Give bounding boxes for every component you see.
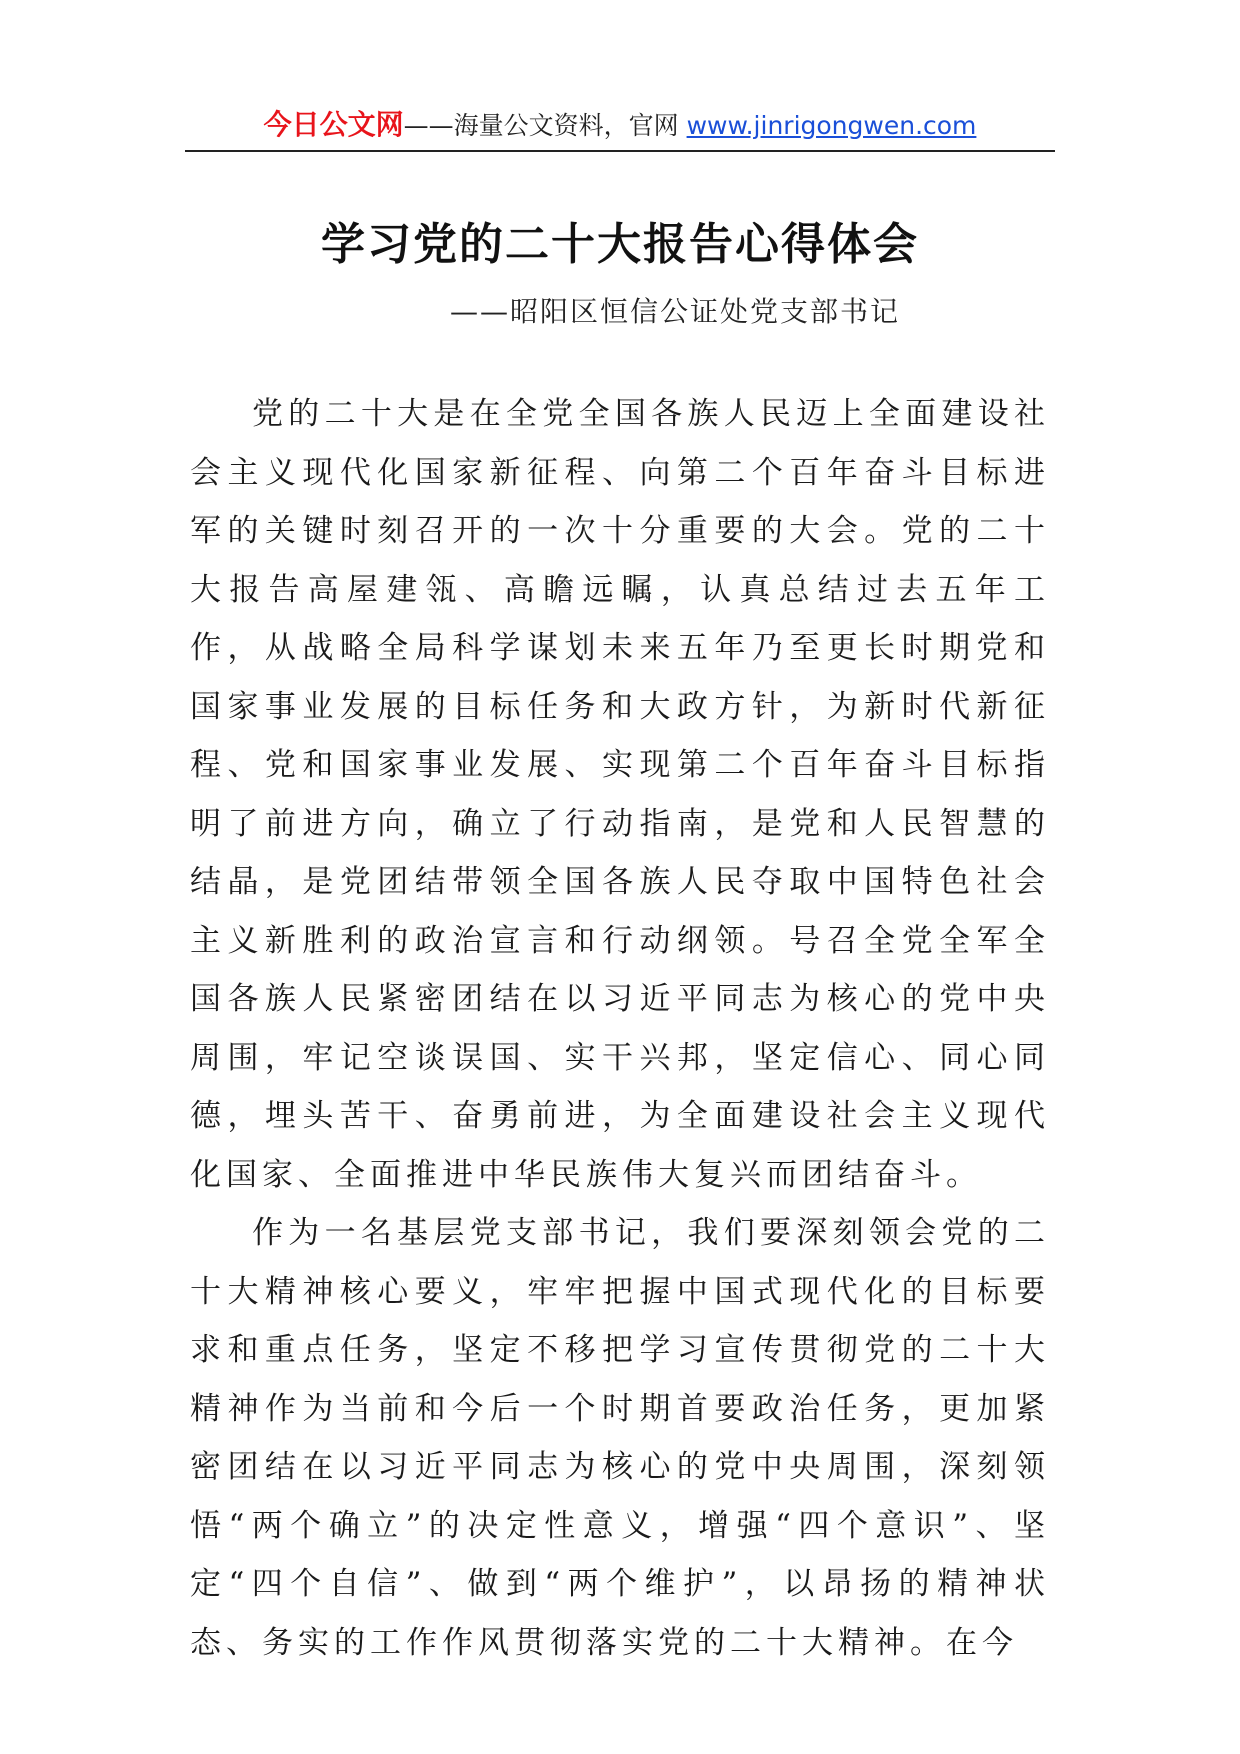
- body-paragraph-2: 作为一名基层党支部书记，我们要深刻领会党的二十大精神核心要义，牢牢把握中国式现代化的目标要求和重点任务，坚定不移把学习宣传贯彻党的二十大精神作为当前和今后一个时期首要政治任务，更加紧密团结在以习近平同志为核心的党中央周围，深刻领悟“两个确立”的决定性意义，增强“四个意识”、坚定“四个自信”、做到“两个维护”，以昂扬的精神状态、务实的工作作风贯彻落实党的二十大精神。在今: [190, 1215, 1050, 1661]
- site-header: [185, 100, 1055, 152]
- site-brand[interactable]: 今日公文网: [263, 108, 404, 141]
- site-tagline: ——海量公文资料，官网: [403, 111, 687, 140]
- document-body: [190, 385, 1050, 1672]
- site-url-link[interactable]: www.jinrigongwen.com: [686, 111, 977, 140]
- document-subtitle: ——昭阳区恒信公证处党支部书记: [449, 295, 900, 328]
- document-title: 学习党的二十大报告心得体会: [321, 219, 919, 270]
- body-paragraph-1: 党的二十大是在全党全国各族人民迈上全面建设社会主义现代化国家新征程、向第二个百年奋斗目标进军的关键时刻召开的一次十分重要的大会。党的二十大报告高屋建瓴、高瞻远瞩，认真总结过去五年工作，从战略全局科学谋划未来五年乃至更长时期党和国家事业发展的目标任务和大政方针，为新时代新征程、党和国家事业发展、实现第二个百年奋斗目标指明了前进方向，确立了行动指南，是党和人民智慧的结晶，是党团结带领全国各族人民夺取中国特色社会主义新胜利的政治宣言和行动纲领。号召全党全军全国各族人民紧密团结在以习近平同志为核心的党中央周围，牢记空谈误国、实干兴邦，坚定信心、同心同德，埋头苦干、奋勇前进，为全面建设社会主义现代化国家、全面推进中华民族伟大复兴而团结奋斗。: [190, 396, 1050, 1193]
